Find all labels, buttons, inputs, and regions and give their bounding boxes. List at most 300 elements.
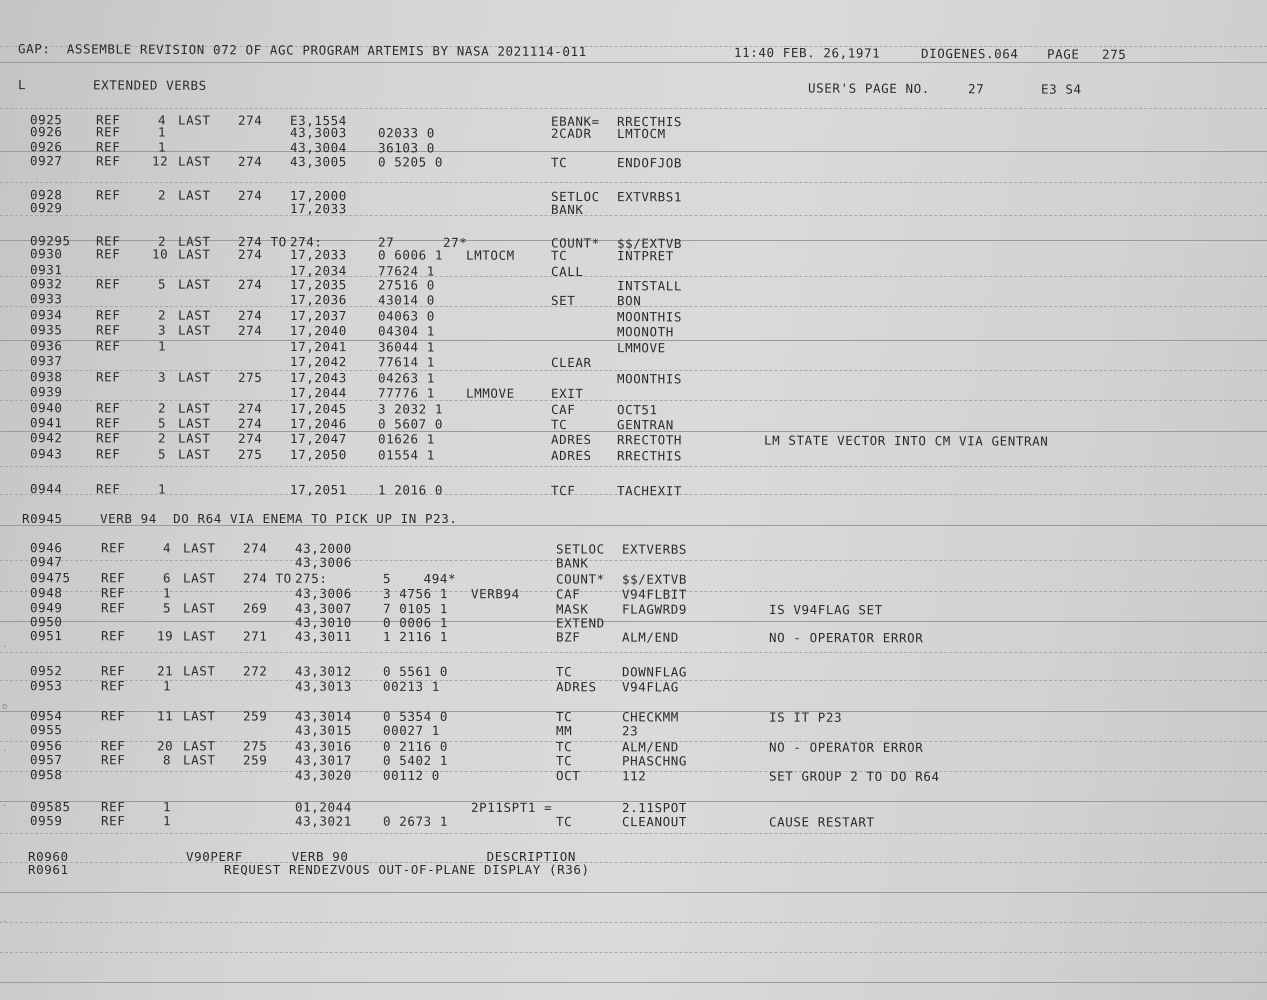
field-addr: 275: <box>294 570 328 586</box>
field-last: LAST <box>182 708 216 724</box>
field-last: LAST <box>182 628 216 644</box>
field-word: 1 2116 1 <box>382 629 449 645</box>
field-operand: EXTVERBS <box>621 541 688 557</box>
field-op: COUNT* <box>550 235 600 251</box>
field-op: 2CADR <box>550 125 592 141</box>
paper-rule <box>0 833 1267 834</box>
field-word: 0 2673 1 <box>382 813 449 829</box>
field-last: LAST <box>177 322 211 338</box>
field-cnt: 1 <box>157 481 167 497</box>
field-op: TC <box>555 739 573 755</box>
field-addr: 17,2044 <box>289 385 347 401</box>
listing-row <box>0 678 1267 697</box>
field-word: 7 0105 1 <box>382 601 449 617</box>
field-word: 77776 1 <box>377 385 435 401</box>
field-cnt: 1 <box>157 139 167 155</box>
field-no: 0958 <box>29 767 63 783</box>
field-ref: REF <box>95 338 121 354</box>
field-ref: REF <box>95 276 121 292</box>
field-no: 0932 <box>29 276 63 292</box>
section-mark: L <box>17 77 27 93</box>
field-ref: REF <box>95 187 121 203</box>
field-addr: 43,3010 <box>294 614 352 630</box>
field-ref: REF <box>100 738 126 754</box>
field-last: LAST <box>177 415 211 431</box>
margin-mark: . <box>2 744 8 754</box>
field-no: 0935 <box>29 322 63 338</box>
field-word: 3 2032 1 <box>377 401 444 417</box>
field-operand: MOONTHIS <box>616 371 683 387</box>
field-addr: 17,2035 <box>289 277 347 293</box>
field-comment: SET GROUP 2 TO DO R64 <box>768 768 940 784</box>
field-op: TC <box>555 813 573 829</box>
field-op: CLEAR <box>550 354 592 371</box>
field-ref: REF <box>100 799 126 815</box>
field-no: 0925 <box>29 112 63 128</box>
field-op: CAF <box>555 586 581 602</box>
field-op: ADRES <box>550 431 592 448</box>
field-word: 0 5205 0 <box>377 154 444 170</box>
field-operand: ENDOFJOB <box>616 155 683 171</box>
field-no: 0929 <box>29 200 63 216</box>
field-operand: FLAGWRD9 <box>621 601 688 617</box>
remark-text: REQUEST RENDEZVOUS OUT-OF-PLANE DISPLAY (R36) <box>224 862 590 877</box>
field-op: TC <box>550 247 568 263</box>
field-word: 77614 1 <box>377 354 435 370</box>
field-ref: REF <box>100 585 126 601</box>
field-word: 00213 1 <box>382 678 440 694</box>
field-addr: 43,3011 <box>294 628 352 644</box>
field-addr: 43,3012 <box>294 663 352 679</box>
field-addr: 43,3006 <box>294 585 352 601</box>
field-cnt: 8 <box>162 752 172 768</box>
field-last: LAST <box>182 540 216 556</box>
field-cnt: 1 <box>162 813 172 829</box>
field-op: SETLOC <box>550 188 600 205</box>
field-pg: 275 <box>242 738 268 754</box>
field-op: TC <box>555 753 573 769</box>
field-word: 00027 1 <box>382 722 440 738</box>
field-cnt: 1 <box>157 338 167 354</box>
field-last: LAST <box>177 246 211 262</box>
field-cnt: 5 <box>157 415 167 431</box>
field-no: 0944 <box>29 481 63 497</box>
field-ref: REF <box>95 430 121 446</box>
field-operand: EXTVRBS1 <box>616 189 683 205</box>
listing-row <box>0 481 1267 501</box>
field-pg: 274 <box>237 153 263 169</box>
field-last: LAST <box>182 738 216 754</box>
field-cnt: 19 <box>156 628 174 644</box>
field-addr: 43,3021 <box>294 813 352 829</box>
field-last: LAST <box>182 600 216 616</box>
field-op: BZF <box>555 629 581 645</box>
field-operand: 23 <box>621 723 639 739</box>
field-no: 0927 <box>29 153 63 169</box>
program-title: GAP: ASSEMBLE REVISION 072 OF AGC PROGRAM ARTEMIS BY NASA 2021114-011 <box>17 41 587 60</box>
field-word: 0 5402 1 <box>382 752 449 768</box>
field-cnt: 21 <box>156 663 174 679</box>
field-no: 0941 <box>29 415 63 431</box>
field-addr: 17,2033 <box>289 201 347 217</box>
field-cnt: 12 <box>151 153 169 169</box>
field-word: 77624 1 <box>377 263 435 279</box>
field-op: TC <box>550 416 568 432</box>
field-op: TCF <box>550 482 576 499</box>
field-operand: DOWNFLAG <box>621 664 688 680</box>
field-addr: 17,2033 <box>289 247 347 263</box>
field-operand: BON <box>616 293 642 309</box>
field-no: 0943 <box>29 446 63 462</box>
field-addr: 43,3007 <box>294 600 352 616</box>
field-cnt: 2 <box>157 307 167 323</box>
field-operand: 2.11SPOT <box>621 800 688 816</box>
field-word: 02033 0 <box>377 125 435 141</box>
field-word: 0 5607 0 <box>377 416 444 432</box>
field-comment: CAUSE RESTART <box>768 814 875 830</box>
field-operand: $$/EXTVB <box>616 235 683 251</box>
field-operand: RRECTOTH <box>616 432 683 448</box>
field-operand: CLEANOUT <box>621 814 688 830</box>
field-ref: REF <box>95 307 121 323</box>
field-label: LMMOVE <box>465 385 515 401</box>
field-no: 0940 <box>29 400 63 416</box>
field-op: BANK <box>555 555 589 571</box>
field-no: 09585 <box>29 799 71 815</box>
field-no: 0936 <box>29 338 63 354</box>
field-operand: RRECTHIS <box>616 113 683 130</box>
field-no: 0939 <box>29 384 63 400</box>
header-line <box>0 41 1267 64</box>
field-pg: 275 <box>237 446 263 462</box>
field-no: 0930 <box>29 246 63 262</box>
field-ref: REF <box>95 322 121 338</box>
field-no: 0933 <box>29 291 63 307</box>
field-pg: 269 <box>242 600 268 616</box>
users-page-number: 27 <box>967 81 985 97</box>
field-op: OCT <box>555 768 581 784</box>
field-ref: REF <box>100 540 126 556</box>
field-addr: 17,2040 <box>289 323 347 339</box>
field-ref: REF <box>100 752 126 768</box>
field-no: 0947 <box>29 554 63 570</box>
field-op: EXTEND <box>555 615 605 631</box>
field-op: CALL <box>550 263 584 280</box>
field-word: 0 0006 1 <box>382 615 449 631</box>
field-no: 0954 <box>29 708 63 724</box>
remark-number: R0960 <box>28 849 69 864</box>
field-operand: MOONOTH <box>616 324 674 340</box>
field-addr: 43,3005 <box>289 154 347 170</box>
field-addr: 17,2043 <box>289 370 347 386</box>
field-ref: REF <box>95 400 121 416</box>
field-pg: 274 <box>237 415 263 431</box>
field-operand: V94FLAG <box>621 679 679 695</box>
field-comment: IS IT P23 <box>768 709 843 725</box>
field-last: LAST <box>177 430 211 446</box>
page-number: 275 <box>1101 46 1127 62</box>
field-no: 0953 <box>29 678 63 694</box>
field-operand: TACHEXIT <box>616 483 683 499</box>
field-cnt: 10 <box>151 246 169 262</box>
field-word: 1 2016 0 <box>377 482 444 498</box>
field-pg: 272 <box>242 663 268 679</box>
field-cnt: 3 <box>157 369 167 385</box>
field-addr: 17,2045 <box>289 401 347 417</box>
field-no: 0937 <box>29 353 63 369</box>
field-op: ADRES <box>550 447 592 464</box>
paper-rule <box>0 922 1267 923</box>
field-word: 04063 0 <box>377 308 435 324</box>
field-op: TC <box>555 709 573 725</box>
field-no: 0956 <box>29 738 63 754</box>
paper-rule <box>0 466 1267 467</box>
field-addr: 17,2051 <box>289 482 347 498</box>
field-no: 0926 <box>29 139 63 155</box>
field-op: SETLOC <box>555 541 605 557</box>
field-cnt: 4 <box>157 112 167 128</box>
paper-rule <box>0 652 1267 653</box>
field-addr: 43,3017 <box>294 752 352 768</box>
field-cnt: 2 <box>157 430 167 446</box>
field-word: 3 4756 1 <box>382 586 449 602</box>
field-addr: 17,2037 <box>289 308 347 324</box>
field-ref: REF <box>100 600 126 616</box>
field-last: LAST <box>177 446 211 462</box>
field-no: 0931 <box>29 262 63 278</box>
remark-number: R0961 <box>28 862 69 877</box>
field-ref: REF <box>95 369 121 385</box>
field-no: 0934 <box>29 307 63 323</box>
field-no: 0957 <box>29 752 63 768</box>
listing-row <box>0 446 1267 466</box>
field-word: 0 6006 1 <box>377 247 444 263</box>
field-pg: 274 <box>237 400 263 416</box>
field-addr: 17,2034 <box>289 263 347 279</box>
field-addr: 17,2036 <box>289 292 347 308</box>
field-operand: V94FLBIT <box>621 586 688 602</box>
field-addr: 17,2047 <box>289 431 347 447</box>
field-word: 36044 1 <box>377 339 435 355</box>
field-last: LAST <box>177 153 211 169</box>
field-word: 01626 1 <box>377 431 435 447</box>
field-no: 0950 <box>29 614 63 630</box>
field-cnt: 1 <box>162 678 172 694</box>
field-pg: 274 <box>237 276 263 292</box>
field-ref: REF <box>95 112 121 128</box>
field-pg: 274 <box>237 112 263 128</box>
field-comment: NO - OPERATOR ERROR <box>768 630 924 646</box>
field-pg: 274 <box>237 430 263 446</box>
field-ref: REF <box>100 678 126 694</box>
field-ref: REF <box>95 153 121 169</box>
field-cnt: 1 <box>162 585 172 601</box>
field-ref: REF <box>95 481 121 497</box>
field-cnt: 2 <box>157 233 167 249</box>
page-label: PAGE <box>1046 46 1080 62</box>
field-cnt: 3 <box>157 322 167 338</box>
field-word: 04263 1 <box>377 370 435 386</box>
field-op: COUNT* <box>555 571 605 587</box>
remark-number: R0945 <box>22 511 63 526</box>
field-ref: REF <box>95 124 121 140</box>
field-label: 2P11SPT1 = <box>470 799 553 815</box>
field-addr: 43,3014 <box>294 708 352 724</box>
field-op: MM <box>555 723 573 739</box>
field-word: 00112 0 <box>382 767 440 783</box>
field-ref: REF <box>100 570 126 586</box>
field-operand: PHASCHNG <box>621 753 688 769</box>
field-pg: 274 <box>237 246 263 262</box>
users-page-label: USER'S PAGE NO. <box>807 80 930 97</box>
field-comment: IS V94FLAG SET <box>768 602 883 618</box>
field-word: 0 5354 0 <box>382 708 449 724</box>
field-cnt: 5 <box>157 276 167 292</box>
listing-row <box>0 767 1267 786</box>
field-ref: REF <box>95 233 121 249</box>
field-no: 09475 <box>29 570 71 586</box>
field-pg: 274 <box>237 187 263 203</box>
field-pg: 259 <box>242 708 268 724</box>
listing-row <box>0 200 1267 220</box>
field-word: 36103 0 <box>377 140 435 156</box>
print-timestamp: 11:40 FEB. 26,1971 <box>733 44 881 61</box>
section-code: E3 S4 <box>1040 81 1082 97</box>
field-pg: 274 <box>242 540 268 556</box>
field-op: TC <box>550 154 568 170</box>
field-no: 09295 <box>29 233 71 249</box>
field-no: 0955 <box>29 722 63 738</box>
field-pg: 274 TO <box>242 570 292 586</box>
field-op: BANK <box>550 201 584 218</box>
field-addr: 43,3004 <box>289 139 347 156</box>
field-operand: ALM/END <box>621 739 679 755</box>
system-id: DIOGENES.064 <box>920 45 1019 62</box>
field-operand: GENTRAN <box>616 417 674 433</box>
field-addr: 43,3015 <box>294 722 352 738</box>
field-word: 01554 1 <box>377 447 435 463</box>
field-operand: ALM/END <box>621 629 679 645</box>
field-ref: REF <box>95 139 121 155</box>
field-operand: CHECKMM <box>621 709 679 725</box>
field-ref: REF <box>100 628 126 644</box>
field-last: LAST <box>177 369 211 385</box>
field-no: 0926 <box>29 124 63 140</box>
margin-mark: o <box>2 702 8 712</box>
paper-rule <box>0 108 1267 109</box>
field-word: 5 494* <box>382 571 457 587</box>
field-last: LAST <box>177 112 211 128</box>
field-addr: 17,2046 <box>289 416 347 432</box>
field-operand: MOONTHIS <box>616 309 683 325</box>
field-addr: 01,2044 <box>294 799 352 815</box>
field-cnt: 6 <box>162 570 172 586</box>
field-cnt: 1 <box>157 124 167 140</box>
paper-rule <box>0 952 1267 953</box>
field-comment: LM STATE VECTOR INTO CM VIA GENTRAN <box>763 432 1049 449</box>
listing-row <box>0 813 1267 831</box>
field-operand: LMTOCM <box>616 125 666 142</box>
field-last: LAST <box>177 276 211 292</box>
margin-mark: . <box>2 799 8 809</box>
field-addr: 17,2050 <box>289 447 347 463</box>
field-last: LAST <box>182 663 216 679</box>
field-cnt: 1 <box>162 799 172 815</box>
field-op: CAF <box>550 401 576 418</box>
field-word: 0 2116 0 <box>382 738 449 754</box>
field-cnt: 20 <box>156 738 174 754</box>
field-no: 0946 <box>29 540 63 556</box>
field-op: EBANK= <box>550 113 600 129</box>
field-cnt: 11 <box>156 708 174 724</box>
field-operand: RRECTHIS <box>616 448 683 464</box>
field-addr: 17,2041 <box>289 339 347 355</box>
field-last: LAST <box>177 187 211 203</box>
field-ref: REF <box>95 446 121 462</box>
subheader-line <box>0 77 1267 99</box>
field-op: SET <box>550 292 576 309</box>
paper-rule <box>0 982 1267 983</box>
field-op: TC <box>555 664 573 680</box>
field-cnt: 4 <box>162 540 172 556</box>
field-ref: REF <box>100 708 126 724</box>
field-ref: REF <box>100 813 126 829</box>
paper-rule <box>0 892 1267 893</box>
margin-mark: . <box>2 915 8 925</box>
field-operand: $$/EXTVB <box>621 571 688 587</box>
field-no: 0952 <box>29 663 63 679</box>
field-operand: 112 <box>621 768 647 784</box>
section-title: EXTENDED VERBS <box>92 77 207 93</box>
field-pg: 271 <box>242 628 268 644</box>
field-addr: 17,2000 <box>289 188 347 204</box>
field-ref: REF <box>95 415 121 431</box>
field-ref: REF <box>95 246 121 262</box>
paper-rule <box>0 182 1267 183</box>
field-cnt: 5 <box>157 446 167 462</box>
field-word: 0 5561 0 <box>382 663 449 679</box>
field-last: LAST <box>182 752 216 768</box>
field-addr: 43,3020 <box>294 767 352 783</box>
field-operand: LMMOVE <box>616 340 666 356</box>
listing-row <box>0 628 1267 647</box>
field-operand: INTSTALL <box>616 278 683 294</box>
remark-line <box>0 511 1267 527</box>
field-addr: 43,3003 <box>289 124 347 141</box>
field-last: LAST <box>177 400 211 416</box>
listing-row <box>0 153 1267 173</box>
field-op: MASK <box>555 601 589 617</box>
field-operand: INTPRET <box>616 248 674 264</box>
field-no: 0938 <box>29 369 63 385</box>
field-pg: 274 TO <box>237 234 287 250</box>
field-addr: 43,3016 <box>294 738 352 754</box>
field-addr: 274: <box>289 234 323 250</box>
field-addr: E3,1554 <box>289 112 347 129</box>
field-label: LMTOCM <box>465 247 515 263</box>
field-cnt: 5 <box>162 600 172 616</box>
remark-line <box>0 862 1267 878</box>
field-no: 0959 <box>29 813 63 829</box>
field-cnt: 2 <box>157 400 167 416</box>
field-op: EXIT <box>550 385 584 402</box>
field-no: 0951 <box>29 628 63 644</box>
field-addr: 43,3006 <box>294 554 352 570</box>
margin-mark: . <box>2 640 8 650</box>
field-ref: REF <box>100 663 126 679</box>
remark-text: V90PERF VERB 90 DESCRIPTION <box>186 849 577 864</box>
field-addr: 43,3013 <box>294 678 352 694</box>
